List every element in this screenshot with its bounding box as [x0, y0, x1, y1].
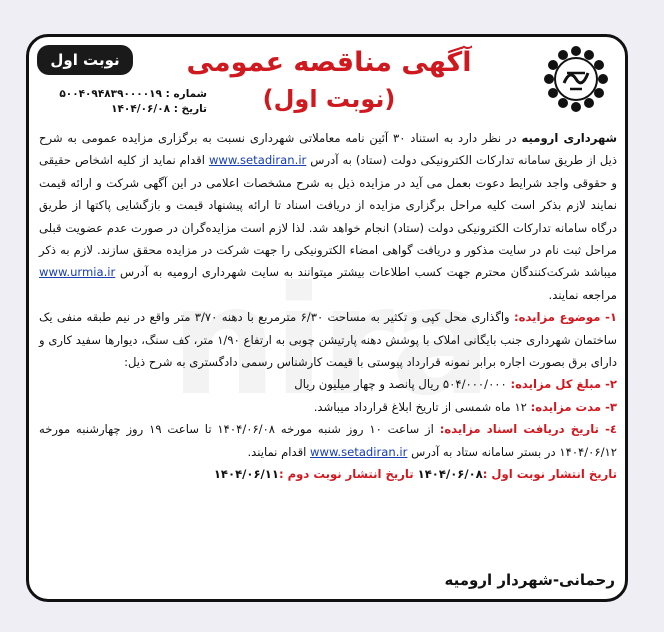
- documents-text-1: از ساعت ۱۰ روز شنبه مورخه ۱۴۰۴/۰۶/۰۸ تا ساعت ۱۹ روز چهارشنبه مورخه ۱۴۰۴/۰۶/۱۲ در بستر سامانه ستاد به آدرس: [39, 422, 617, 459]
- publish-dates: [39, 463, 617, 485]
- subject-label: ۱- موضوع مزایده:: [514, 310, 617, 325]
- first-publish-label: تاریخ انتشار نوبت اول :: [482, 467, 617, 482]
- notice-subtitle: (نوبت اول): [262, 85, 396, 113]
- reference-number: [37, 87, 207, 102]
- duration-text: ۱۲ ماه شمسی از تاریخ ابلاغ قرارداد میباشد.: [313, 399, 531, 414]
- urmia-link[interactable]: www.urmia.ir: [39, 265, 116, 280]
- notice-title: آگهی مناقصه عمومی: [186, 47, 472, 78]
- subject-item: [39, 306, 617, 373]
- documents-item: [39, 418, 617, 463]
- first-publish-date: ۱۴۰۴/۰۶/۰۸: [417, 467, 483, 482]
- signature: رحمانی-شهردار ارومیه: [444, 571, 615, 589]
- documents-text-2: اقدام نمایند.: [247, 444, 311, 459]
- setadiran-link[interactable]: www.setadiran.ir: [208, 153, 307, 168]
- organization-name: شهرداری ارومیه: [521, 131, 617, 145]
- amount-text: ۵۰۴/۰۰۰/۰۰۰ ریال پانصد و چهار میلیون ریال: [294, 377, 511, 392]
- duration-label: ۳- مدت مزایده:: [530, 399, 617, 414]
- second-publish-label: تاریخ انتشار نوبت دوم :: [278, 467, 418, 482]
- amount-label: ۲- مبلغ کل مزایده:: [510, 377, 617, 392]
- notice-frame: [26, 34, 628, 602]
- date-label: تاریخ :: [173, 103, 207, 115]
- intro-text-1: در نظر دارد به استناد ۳۰ آئین نامه معاملاتی شهرداری نسبت به برگزاری مزایده عمومی به شرح ذیل از طریق سامانه تدارکات الکترونیکی دولت (ستاد) به آدرس: [39, 131, 617, 168]
- notice-body: [39, 127, 617, 486]
- number-label: شماره :: [165, 88, 207, 100]
- second-publish-date: ۱۴۰۴/۰۶/۱۱: [213, 467, 279, 482]
- amount-item: [39, 373, 617, 395]
- intro-text-2: اقدام نماید از کلیه اشخاص حقیقی و حقوقی واجد شرایط دعوت بعمل می آید در مزایده ذیل به شرح مشخصات اعلامی در این آگهی شرکت و ارائه قیمت نمایند لازم بذکر است کلیه مراحل برگزاری مزایده از دریافت اسناد تا ارائه پیشنهاد قیمت و بازگشایی پاکتها از طریق درگاه سامانه تدارکات الکترونیکی دولت (ستاد) انجام خواهد شد. لذا لازم است مزایده‌گران در صورت عدم عضویت قبلی مراحل ثبت نام در سایت مذکور و دریافت گواهی امضاء الکترونیکی را جهت شرکت در مزایده محقق سازند. لازم به ذکر میباشد شرکت‌کنندگان محترم جهت کسب اطلاعات بیشتر میتوانند به سایت شهرداری ارومیه به آدرس: [39, 153, 617, 280]
- notice-meta: [37, 87, 207, 117]
- round-badge: نوبت اول: [37, 45, 133, 75]
- number-value: ۵۰۰۴۰۹۴۸۳۹۰۰۰۰۱۹: [59, 88, 162, 100]
- duration-item: [39, 396, 617, 418]
- documents-setadiran-link[interactable]: www.setadiran.ir: [310, 444, 408, 459]
- notice-date: [37, 102, 207, 117]
- municipality-logo-icon: [537, 43, 615, 117]
- subject-text: واگذاری محل کپی و تکثیر به مساحت ۶/۳۰ مترمربع با دهنه ۳/۷۰ متر واقع در نیم طبقه منفی یک ساختمان شهرداری جنب بایگانی املاک با پوشش دهنه پارتیشن چوبی به ارتفاع ۱/۹۰ متر، کف سنگ، دیوارها سفید کاری و دارای برق بصورت اجاره برابر نمونه قرارداد پیوستی با قیمت کارشناس رسمی دادگستری به شرح ذیل:: [39, 310, 617, 370]
- intro-text-3: مراجعه نمایند.: [548, 287, 617, 302]
- date-value: ۱۴۰۴/۰۶/۰۸: [111, 103, 171, 115]
- intro-paragraph: [39, 127, 617, 306]
- documents-label: ٤- تاریخ دریافت اسناد مزایده:: [439, 422, 617, 437]
